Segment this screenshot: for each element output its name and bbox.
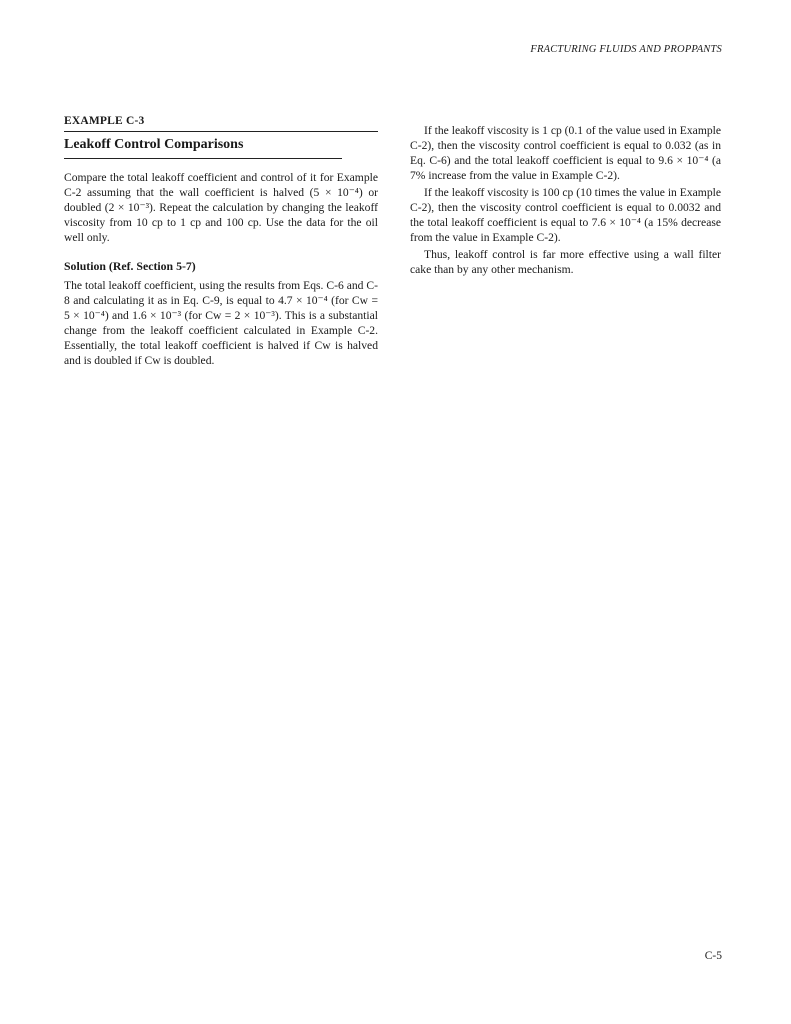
solution-paragraph-4: Thus, leakoff control is far more effective using a wall filter cake than by any other mechanism.: [410, 248, 721, 276]
solution-paragraph-2: If the leakoff viscosity is 1 cp (0.1 of the value used in Example C-2), then the viscosity control coefficient is equal to 0.032 (as in Eq. C-6) and the total leakoff coefficient is equal to 9.6 × 10⁻⁴ (a 7% increase from the value in Example C-2).: [410, 124, 721, 182]
running-head: FRACTURING FLUIDS AND PROPPANTS: [530, 44, 722, 55]
solution-paragraph-1: The total leakoff coefficient, using the results from Eqs. C-6 and C-8 and calculating it as in Eq. C-9, is equal to 4.7 × 10⁻⁴ (for Cw = 5 × 10⁻⁴) and 1.6 × 10⁻³ (for Cw = 2 × 10⁻³). This is a substantial change from the leakoff coefficient calculated in Example C-2. Essentially, the total leakoff coefficient is halved if Cw is halved and is doubled if Cw is doubled.: [64, 279, 378, 367]
right-column: [410, 123, 721, 277]
example-top-rule: [64, 131, 378, 132]
solution-heading: Solution (Ref. Section 5-7): [64, 259, 196, 273]
example-title: Leakoff Control Comparisons: [64, 137, 244, 152]
solution-paragraph-3: If the leakoff viscosity is 100 cp (10 times the value in Example C-2), then the viscosity control coefficient is equal to 0.0032 and the total leakoff coefficient is equal to 7.6 × 10⁻⁴ (a 15% decrease from the value in Example C-2).: [410, 186, 721, 244]
example-bottom-rule: [64, 158, 342, 159]
problem-statement: Compare the total leakoff coefficient and control of it for Example C-2 assuming that the wall coefficient is halved (5 × 10⁻⁴) or doubled (2 × 10⁻³). Repeat the calculation by changing the leakoff viscosity from 10 cp to 1 cp and 100 cp. Use the data for the oil well only.: [64, 171, 378, 244]
left-column: [64, 114, 378, 368]
page-number: C-5: [704, 950, 722, 962]
example-label: EXAMPLE C-3: [64, 115, 145, 127]
